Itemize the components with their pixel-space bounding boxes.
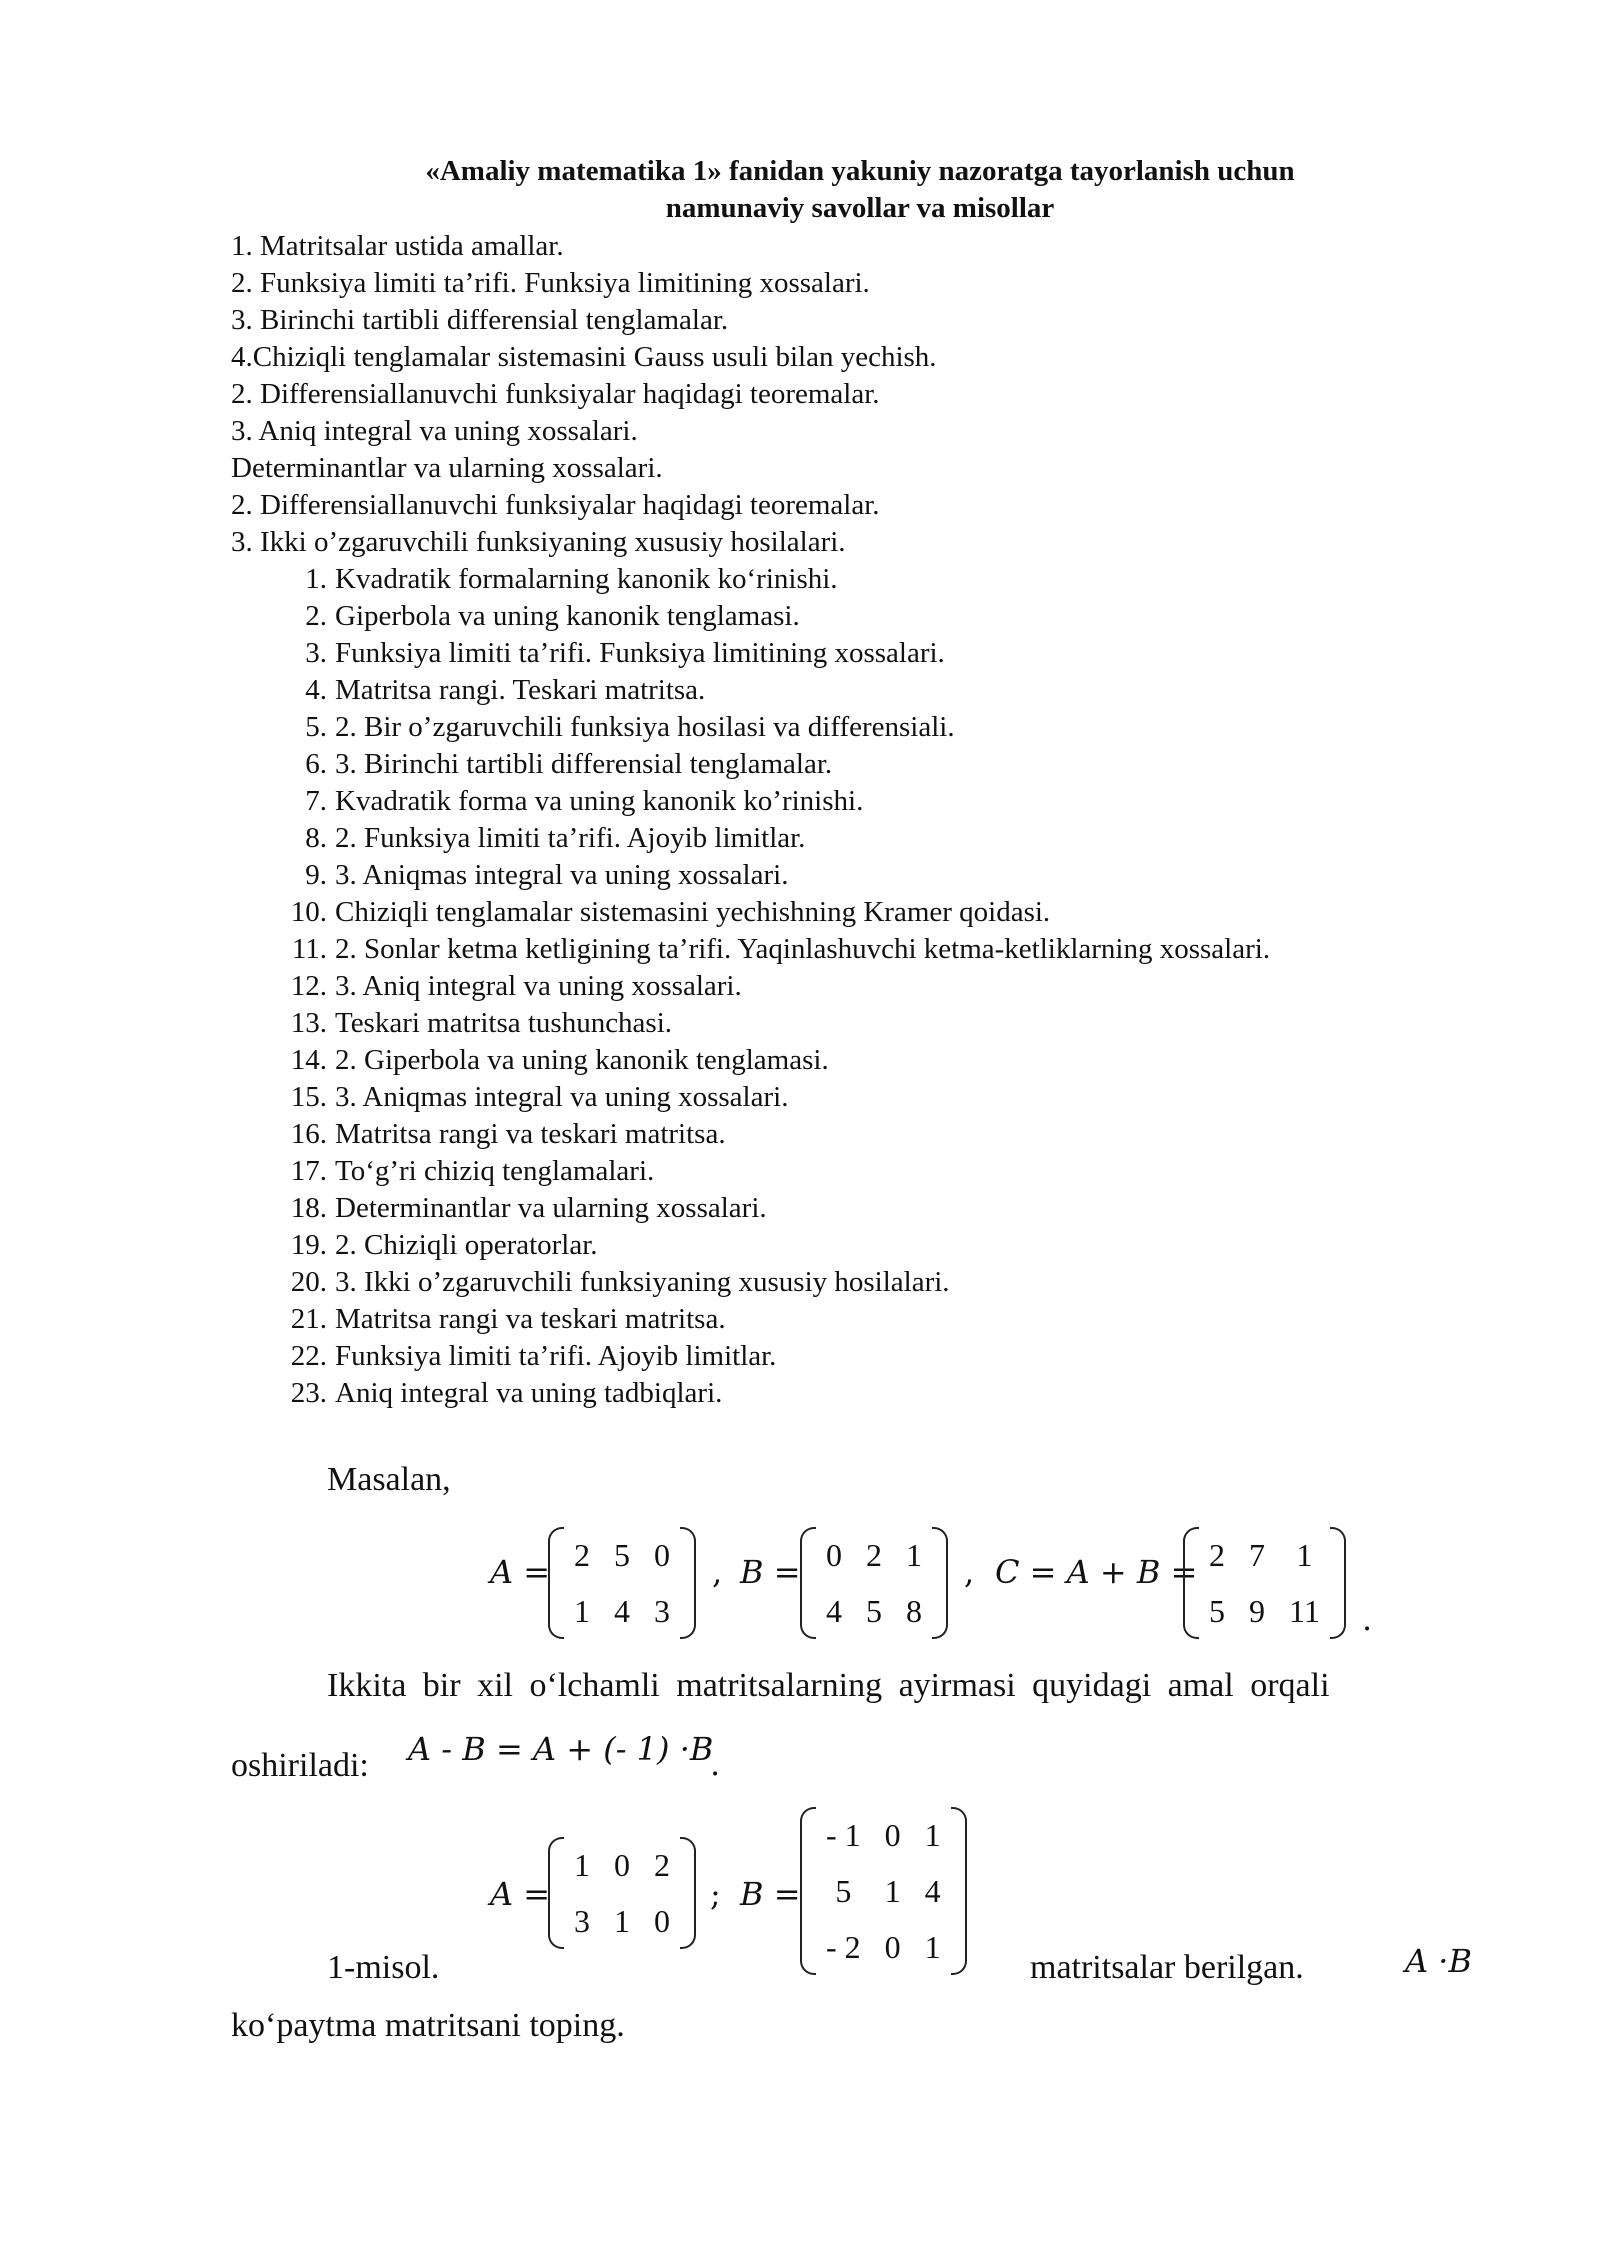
plain-item: 3. Ikki o’zgaruvchili funksiyaning xususiy hosilalari. [231,526,846,558]
list-item [279,859,788,892]
list-item-text: 3. Aniqmas integral va uning xossalari. [335,859,789,891]
list-item-text: Kvadratik forma va uning kanonik ko’rinishi. [335,785,864,817]
list-item [279,1192,767,1225]
list-item [279,1229,598,1262]
matrix-c: 2 7 1 5 9 11 [1183,1527,1346,1639]
list-item [279,1081,788,1114]
list-item-text: 2. Sonlar ketma ketligining ta’rifi. Yaqinlashuvchi ketma-ketliklarning xossalari. [335,933,1271,965]
plain-item: 3. Birinchi tartibli differensial tenglamalar. [231,304,729,336]
list-item [279,711,955,744]
list-item [279,1303,726,1336]
plain-item: 2. Funksiya limiti ta’rifi. Funksiya limitining xossalari. [231,267,870,299]
list-item-text: Matritsa rangi va teskari matritsa. [335,1303,726,1335]
list-item-number: 2. [305,600,327,632]
list-item [279,1118,726,1151]
misol-matrix-b-label: B = [740,1875,801,1913]
list-item-text: 2. Giperbola va uning kanonik tenglamasi. [335,1044,829,1076]
paragraph-line: Ikkita bir xil o‘lchamli matritsalarning ayirmasi quyidagi amal orqali [327,1667,1330,1704]
list-item-text: Teskari matritsa tushunchasi. [335,1007,673,1039]
list-item-number: 12. [290,970,327,1002]
matrix-c-label: C = A + B = [995,1553,1198,1591]
plain-item: 2. Differensiallanuvchi funksiyalar haqidagi teoremalar. [231,489,880,521]
list-item-number: 10. [290,896,327,928]
plain-item: Determinantlar va ularning xossalari. [231,452,663,484]
list-item-number: 13. [290,1007,327,1039]
plain-item: 2. Differensiallanuvchi funksiyalar haqidagi teoremalar. [231,378,880,410]
list-item [279,1155,654,1188]
list-item [279,785,863,818]
list-item-number: 21. [290,1303,327,1335]
list-item-text: Chiziqli tenglamalar sistemasini yechishning Kramer qoidasi. [335,896,1051,928]
misol-label: 1-misol. [327,1949,440,1986]
list-item [279,933,1270,966]
plain-item: 3. Aniq integral va uning xossalari. [231,415,638,447]
list-item-number: 16. [290,1118,327,1150]
list-item-text: 2. Funksiya limiti ta’rifi. Ajoyib limitlar. [335,822,806,854]
list-item-number: 6. [305,748,327,780]
list-item-number: 18. [290,1192,327,1224]
list-item-text: 3. Aniq integral va uning xossalari. [335,970,742,1002]
task-line: ko‘paytma matritsani toping. [231,2007,625,2044]
list-item [279,748,832,781]
list-item [279,1377,722,1410]
list-item-text: 3. Ikki o’zgaruvchili funksiyaning xususiy hosilalari. [335,1266,950,1298]
list-item-text: 3. Aniqmas integral va uning xossalari. [335,1081,789,1113]
misol-matrix-b: - 1 0 1 5 1 4 - 2 0 1 [800,1807,967,1975]
list-item-number: 14. [290,1044,327,1076]
list-item [279,822,805,855]
list-item-text: 2. Bir o’zgaruvchili funksiya hosilasi va differensiali. [335,711,955,743]
separator-comma: , [964,1553,975,1591]
list-item-number: 3. [305,637,327,669]
list-item-number: 20. [290,1266,327,1298]
list-item-number: 15. [290,1081,327,1113]
equation-end-period: . [1362,1600,1373,1638]
list-item-number: 9. [305,859,327,891]
list-item-number: 8. [305,822,327,854]
list-item-number: 17. [290,1155,327,1187]
paragraph-line: oshiriladi: [231,1747,369,1784]
list-item-number: 4. [305,674,327,706]
list-item [279,637,945,670]
list-item [279,1044,829,1077]
misol-matrix-a: 1 0 2 3 1 0 [548,1837,696,1949]
matrix-a-label: A = [490,1553,551,1591]
example-intro: Masalan, [327,1461,451,1498]
matrix-b-label: B = [740,1553,801,1591]
list-item-text: Kvadratik formalarning kanonik ko‘rinishi. [335,563,838,595]
list-item [279,600,800,633]
list-item [279,1007,672,1040]
difference-formula: A - B = A + (- 1) ·B [408,1730,714,1768]
list-item-number: 5. [305,711,327,743]
matrix-b: 0 2 1 4 5 8 [800,1527,948,1639]
list-item-number: 7. [305,785,327,817]
list-item-text: 3. Birinchi tartibli differensial tenglamalar. [335,748,833,780]
list-item-text: Funksiya limiti ta’rifi. Funksiya limitining xossalari. [335,637,945,669]
list-item-text: Matritsa rangi. Teskari matritsa. [335,674,706,706]
given-text: matritsalar berilgan. [1030,1949,1304,1986]
list-item-number: 11. [291,933,327,965]
misol-matrix-a-label: A = [490,1875,551,1913]
document-title-line1: «Amaliy matematika 1» fanidan yakuniy nazoratga tayorlanish uchun [425,155,1295,187]
list-item [279,970,742,1003]
formula-end-period: . [710,1745,721,1783]
list-item [279,1340,776,1373]
list-item-number: 1. [305,563,327,595]
document-title-line2: namunaviy savollar va misollar [665,192,1055,224]
list-item [279,674,705,707]
list-item-text: Funksiya limiti ta’rifi. Ajoyib limitlar. [335,1340,777,1372]
separator-comma: , [712,1553,723,1591]
list-item [279,563,838,596]
list-item-text: Determinantlar va ularning xossalari. [335,1192,767,1224]
list-item [279,1266,950,1299]
matrix-a: 2 5 0 1 4 3 [548,1527,696,1639]
list-item-text: 2. Chiziqli operatorlar. [335,1229,598,1261]
list-item-text: To‘g’ri chiziq tenglamalari. [335,1155,655,1187]
product-formula: A ·B [1405,1942,1472,1980]
plain-item: 1. Matritsalar ustida amallar. [231,230,564,262]
list-item [279,896,1050,929]
separator-semicolon: ; [710,1875,721,1913]
list-item-text: Matritsa rangi va teskari matritsa. [335,1118,726,1150]
list-item-number: 19. [290,1229,327,1261]
list-item-text: Aniq integral va uning tadbiqlari. [335,1377,723,1409]
plain-item: 4.Chiziqli tenglamalar sistemasini Gauss usuli bilan yechish. [231,341,937,373]
list-item-number: 22. [290,1340,327,1372]
list-item-text: Giperbola va uning kanonik tenglamasi. [335,600,800,632]
list-item-number: 23. [290,1377,327,1409]
